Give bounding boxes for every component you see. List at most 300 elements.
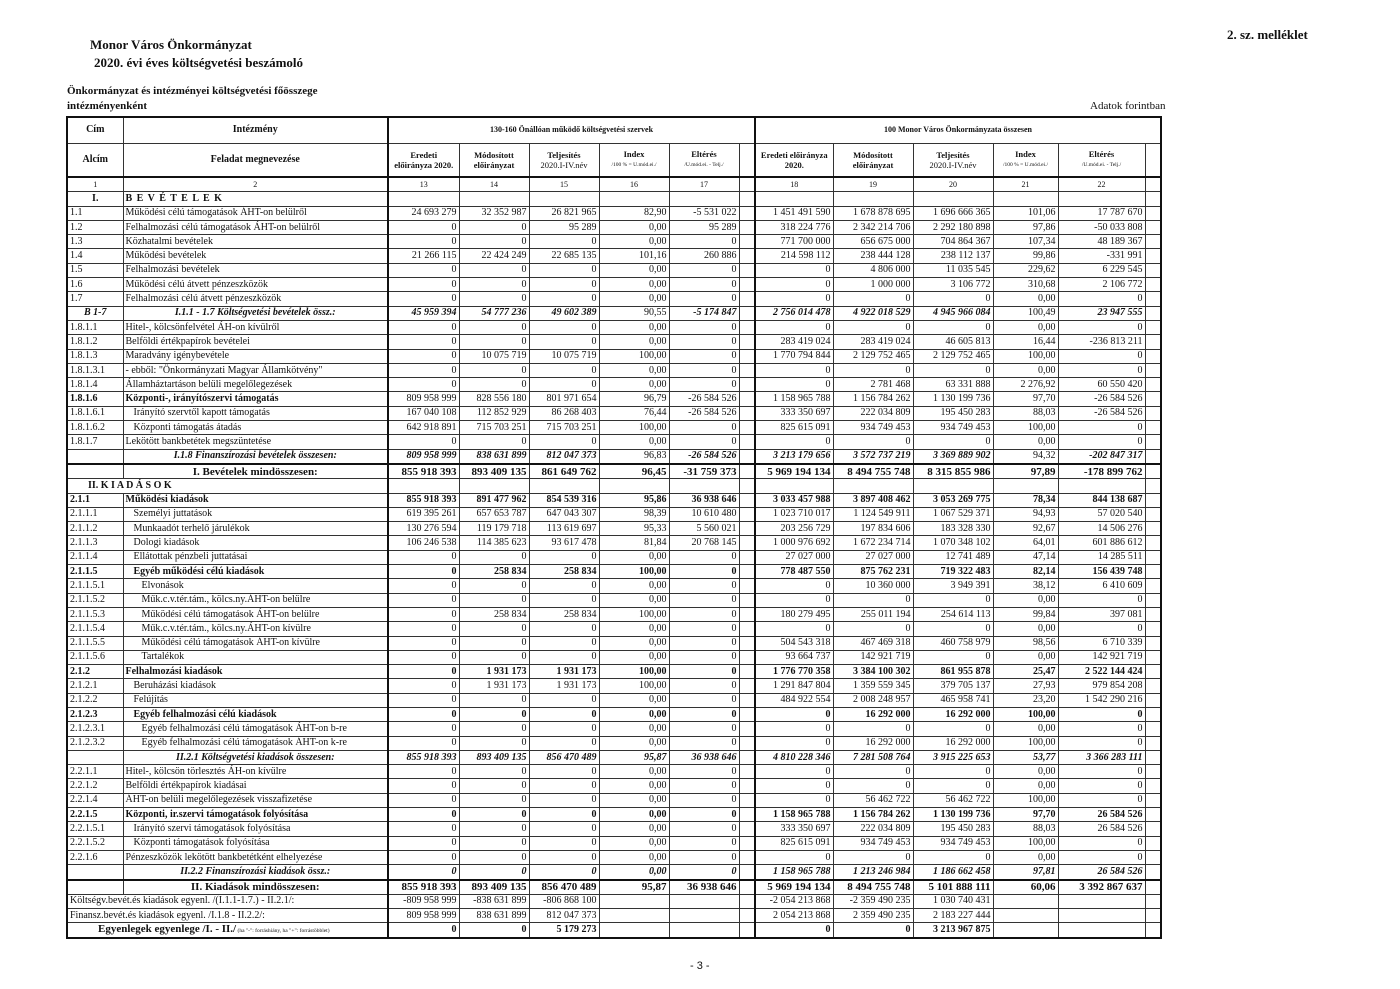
spacer-cell bbox=[739, 464, 755, 479]
value-cell-col-20 bbox=[913, 192, 993, 206]
value-cell-col-21: 0,00 bbox=[993, 779, 1058, 793]
value-cell-col-20: 1 030 740 431 bbox=[913, 894, 993, 908]
table-row bbox=[67, 349, 1161, 363]
row-label: Működési kiadások bbox=[123, 493, 388, 507]
row-code: 2.1.1.3 bbox=[67, 536, 123, 550]
row-code: 1.7 bbox=[67, 292, 123, 306]
row-code: 2.1.2 bbox=[67, 665, 123, 679]
value-cell-col-16: 0,00 bbox=[599, 235, 669, 249]
column-title: Eredeti előirányza bbox=[760, 149, 828, 160]
value-cell-col-19 bbox=[833, 479, 913, 493]
value-cell-col-17: 0 bbox=[669, 292, 739, 306]
value-cell-col-16: 96,79 bbox=[599, 392, 669, 406]
value-cell-col-13: 0 bbox=[388, 736, 459, 750]
value-cell-col-21: 47,14 bbox=[993, 550, 1058, 564]
value-cell-col-15: 0 bbox=[529, 693, 599, 707]
spacer-cell bbox=[1145, 579, 1161, 593]
row-code: 2.2.1.1 bbox=[67, 765, 123, 779]
value-cell-col-16: 0,00 bbox=[599, 822, 669, 836]
row-label: Egyéb felhalmozási célú kiadások bbox=[123, 707, 388, 721]
table-row bbox=[67, 880, 1161, 895]
value-cell-col-22: 0 bbox=[1058, 421, 1145, 435]
value-cell-col-13: 0 bbox=[388, 808, 459, 822]
value-cell-col-18: 1 158 965 788 bbox=[755, 865, 833, 880]
value-cell-col-21: 100,00 bbox=[993, 707, 1058, 721]
spacer-cell bbox=[739, 507, 755, 521]
value-cell-col-18: 0 bbox=[755, 722, 833, 736]
column-number: 17 bbox=[669, 177, 739, 192]
value-cell-col-13: 0 bbox=[388, 722, 459, 736]
value-cell-col-17: 0 bbox=[669, 349, 739, 363]
spacer-cell bbox=[739, 421, 755, 435]
value-cell-col-17: 0 bbox=[669, 679, 739, 693]
row-label: Központi, ir.szervi támogatások folyósítása bbox=[123, 808, 388, 822]
value-cell-col-19: 2 008 248 957 bbox=[833, 693, 913, 707]
value-cell-col-20: 0 bbox=[913, 765, 993, 779]
value-cell-col-13: 0 bbox=[388, 607, 459, 621]
row-label: B E V É T E L E K bbox=[123, 192, 388, 206]
value-cell-col-20: 460 758 979 bbox=[913, 636, 993, 650]
value-cell-col-13 bbox=[388, 479, 459, 493]
value-cell-col-15: 95 289 bbox=[529, 220, 599, 234]
spacer-cell bbox=[739, 750, 755, 764]
value-cell-col-15: 0 bbox=[529, 263, 599, 277]
row-code: B 1-7 bbox=[67, 306, 123, 320]
value-cell-col-21: 78,34 bbox=[993, 493, 1058, 507]
value-cell-col-21: 101,06 bbox=[993, 206, 1058, 220]
spacer-cell bbox=[1145, 177, 1161, 192]
value-cell-col-17 bbox=[669, 923, 739, 939]
balance-label-text: Költségv.bevét.és kiadások egyenl. /(I.1.1-1.7.) - II.2.1/: bbox=[70, 895, 295, 907]
value-cell-col-18: 5 969 194 134 bbox=[755, 880, 833, 895]
value-cell-col-19: 934 749 453 bbox=[833, 421, 913, 435]
spacer-cell bbox=[1145, 836, 1161, 850]
spacer-cell bbox=[739, 679, 755, 693]
spacer-cell bbox=[1145, 220, 1161, 234]
value-cell-col-22: 26 584 526 bbox=[1058, 865, 1145, 880]
header-g1-col-2 bbox=[459, 143, 529, 177]
header-feladat: Feladat megnevezése bbox=[123, 143, 388, 177]
table-row bbox=[67, 435, 1161, 449]
value-cell-col-15: 0 bbox=[529, 550, 599, 564]
header-intezmeny: Intézmény bbox=[123, 117, 388, 143]
value-cell-col-19: 0 bbox=[833, 923, 913, 939]
value-cell-col-13: 0 bbox=[388, 779, 459, 793]
value-cell-col-21: 94,32 bbox=[993, 449, 1058, 464]
value-cell-col-20: 1 696 666 365 bbox=[913, 206, 993, 220]
value-cell-col-17: 36 938 646 bbox=[669, 493, 739, 507]
value-cell-col-22: 17 787 670 bbox=[1058, 206, 1145, 220]
value-cell-col-22: 0 bbox=[1058, 707, 1145, 721]
value-cell-col-14: 0 bbox=[459, 793, 529, 807]
value-cell-col-21: 27,93 bbox=[993, 679, 1058, 693]
value-cell-col-13: 0 bbox=[388, 335, 459, 349]
row-label: Irányító szervi támogatások folyósítása bbox=[123, 822, 388, 836]
row-label: I.1.8 Finanszírozási bevételek összesen: bbox=[123, 449, 388, 464]
value-cell-col-15: 801 971 654 bbox=[529, 392, 599, 406]
value-cell-col-22: -50 033 808 bbox=[1058, 220, 1145, 234]
value-cell-col-15: 0 bbox=[529, 765, 599, 779]
value-cell-col-14 bbox=[459, 192, 529, 206]
row-label: Munkaadót terhelő járulékok bbox=[123, 522, 388, 536]
table-row bbox=[67, 235, 1161, 249]
value-cell-col-21: 100,00 bbox=[993, 836, 1058, 850]
spacer-cell bbox=[739, 406, 755, 420]
value-cell-col-19: 255 011 194 bbox=[833, 607, 913, 621]
value-cell-col-21: 99,84 bbox=[993, 607, 1058, 621]
row-label: Irányító szervtől kapott támogatás bbox=[123, 406, 388, 420]
value-cell-col-21: 310,68 bbox=[993, 278, 1058, 292]
header-row-1 bbox=[67, 117, 1161, 143]
value-cell-col-19: 0 bbox=[833, 622, 913, 636]
spacer-cell bbox=[739, 220, 755, 234]
row-code: 1.2 bbox=[67, 220, 123, 234]
value-cell-col-15: 0 bbox=[529, 292, 599, 306]
value-cell-col-20: 8 315 855 986 bbox=[913, 464, 993, 479]
spacer-cell bbox=[739, 836, 755, 850]
value-cell-col-19: 142 921 719 bbox=[833, 650, 913, 664]
row-label: Dologi kiadások bbox=[123, 536, 388, 550]
spacer-cell bbox=[1145, 822, 1161, 836]
row-label: II.2.1 Költségvetési kiadások összesen: bbox=[123, 750, 388, 764]
value-cell-col-20: 3 213 967 875 bbox=[913, 923, 993, 939]
value-cell-col-15: 0 bbox=[529, 278, 599, 292]
table-row bbox=[67, 636, 1161, 650]
value-cell-col-14: 1 931 173 bbox=[459, 679, 529, 693]
value-cell-col-17: 5 560 021 bbox=[669, 522, 739, 536]
value-cell-col-21: 0,00 bbox=[993, 650, 1058, 664]
row-label: II. K I A D Á S O K bbox=[67, 479, 388, 493]
value-cell-col-13: 0 bbox=[388, 923, 459, 939]
value-cell-col-18: 0 bbox=[755, 278, 833, 292]
table-row bbox=[67, 765, 1161, 779]
value-cell-col-22: 3 366 283 111 bbox=[1058, 750, 1145, 764]
spacer-cell bbox=[1145, 550, 1161, 564]
spacer-cell bbox=[739, 765, 755, 779]
value-cell-col-13: 809 958 999 bbox=[388, 909, 459, 923]
value-cell-col-15: 647 043 307 bbox=[529, 507, 599, 521]
value-cell-col-21: 97,86 bbox=[993, 220, 1058, 234]
value-cell-col-21: 92,67 bbox=[993, 522, 1058, 536]
value-cell-col-21 bbox=[993, 894, 1058, 908]
value-cell-col-16: 95,87 bbox=[599, 750, 669, 764]
value-cell-col-19: 1 124 549 911 bbox=[833, 507, 913, 521]
value-cell-col-13: 0 bbox=[388, 292, 459, 306]
table-row bbox=[67, 292, 1161, 306]
value-cell-col-14: 0 bbox=[459, 579, 529, 593]
spacer-cell bbox=[1145, 143, 1161, 177]
value-cell-col-22: 57 020 540 bbox=[1058, 507, 1145, 521]
table-row bbox=[67, 665, 1161, 679]
value-cell-col-14: 10 075 719 bbox=[459, 349, 529, 363]
value-cell-col-14: 0 bbox=[459, 263, 529, 277]
value-cell-col-14: 0 bbox=[459, 220, 529, 234]
table-row bbox=[67, 693, 1161, 707]
value-cell-col-13: 0 bbox=[388, 579, 459, 593]
table-row bbox=[67, 306, 1161, 320]
spacer-cell bbox=[739, 235, 755, 249]
header-g1-col-4 bbox=[599, 143, 669, 177]
table-row bbox=[67, 607, 1161, 621]
value-cell-col-19: 2 359 490 235 bbox=[833, 909, 913, 923]
value-cell-col-15: 0 bbox=[529, 593, 599, 607]
column-title: Módosított bbox=[853, 149, 893, 160]
value-cell-col-20: 719 322 483 bbox=[913, 565, 993, 579]
value-cell-col-21: 97,70 bbox=[993, 808, 1058, 822]
value-cell-col-21: 100,00 bbox=[993, 793, 1058, 807]
value-cell-col-19: 0 bbox=[833, 292, 913, 306]
spacer-cell bbox=[739, 249, 755, 263]
value-cell-col-19: 10 360 000 bbox=[833, 579, 913, 593]
value-cell-col-21: 25,47 bbox=[993, 665, 1058, 679]
value-cell-col-13: 0 bbox=[388, 565, 459, 579]
spacer-cell bbox=[1145, 479, 1161, 493]
spacer-cell bbox=[1145, 880, 1161, 895]
spacer-cell bbox=[739, 335, 755, 349]
value-cell-col-16: 0,00 bbox=[599, 736, 669, 750]
row-code: 1.4 bbox=[67, 249, 123, 263]
value-cell-col-16 bbox=[599, 192, 669, 206]
value-cell-col-19: 934 749 453 bbox=[833, 836, 913, 850]
value-cell-col-16: 100,00 bbox=[599, 565, 669, 579]
value-cell-col-16: 0,00 bbox=[599, 793, 669, 807]
table-row bbox=[67, 679, 1161, 693]
value-cell-col-20: 0 bbox=[913, 593, 993, 607]
value-cell-col-21: 0,00 bbox=[993, 722, 1058, 736]
value-cell-col-17: 0 bbox=[669, 865, 739, 880]
value-cell-col-14: 0 bbox=[459, 292, 529, 306]
row-code: I. bbox=[67, 192, 123, 206]
balance-row bbox=[67, 909, 1161, 923]
row-code: 2.1.1.1 bbox=[67, 507, 123, 521]
table-row bbox=[67, 206, 1161, 220]
row-label: Elvonások bbox=[123, 579, 388, 593]
value-cell-col-22 bbox=[1058, 923, 1145, 939]
value-cell-col-15: 22 685 135 bbox=[529, 249, 599, 263]
table-row bbox=[67, 278, 1161, 292]
row-label: Maradvány igénybevétele bbox=[123, 349, 388, 363]
value-cell-col-17: 0 bbox=[669, 736, 739, 750]
value-cell-col-14: 54 777 236 bbox=[459, 306, 529, 320]
value-cell-col-17: 10 610 480 bbox=[669, 507, 739, 521]
value-cell-col-13: 0 bbox=[388, 363, 459, 377]
spacer-cell bbox=[739, 192, 755, 206]
value-cell-col-21: 88,03 bbox=[993, 822, 1058, 836]
value-cell-col-13: 0 bbox=[388, 665, 459, 679]
spacer-cell bbox=[739, 593, 755, 607]
value-cell-col-17: 0 bbox=[669, 693, 739, 707]
value-cell-col-17: 0 bbox=[669, 363, 739, 377]
spacer-cell bbox=[739, 493, 755, 507]
value-cell-col-22: 0 bbox=[1058, 779, 1145, 793]
value-cell-col-17: 0 bbox=[669, 435, 739, 449]
value-cell-col-13: 0 bbox=[388, 320, 459, 334]
value-cell-col-16: 81,84 bbox=[599, 536, 669, 550]
table-row bbox=[67, 449, 1161, 464]
value-cell-col-18: 0 bbox=[755, 593, 833, 607]
row-label: Lekötött bankbetétek megszüntetése bbox=[123, 435, 388, 449]
value-cell-col-17: 0 bbox=[669, 822, 739, 836]
spacer-cell bbox=[739, 306, 755, 320]
value-cell-col-16: 98,39 bbox=[599, 507, 669, 521]
column-number bbox=[739, 177, 755, 192]
value-cell-col-17: 0 bbox=[669, 607, 739, 621]
spacer-cell bbox=[1145, 306, 1161, 320]
value-cell-col-17: 0 bbox=[669, 378, 739, 392]
value-cell-col-21: 16,44 bbox=[993, 335, 1058, 349]
value-cell-col-14: 258 834 bbox=[459, 565, 529, 579]
value-cell-col-21: 64,01 bbox=[993, 536, 1058, 550]
row-label: Beruházási kiadások bbox=[123, 679, 388, 693]
value-cell-col-14: 893 409 135 bbox=[459, 750, 529, 764]
spacer-cell bbox=[739, 349, 755, 363]
column-title: Módosított bbox=[474, 149, 514, 160]
value-cell-col-19 bbox=[833, 192, 913, 206]
value-cell-col-14: 0 bbox=[459, 693, 529, 707]
value-cell-col-18: -2 054 213 868 bbox=[755, 894, 833, 908]
value-cell-col-15: 113 619 697 bbox=[529, 522, 599, 536]
spacer-cell bbox=[739, 707, 755, 721]
column-number: 15 bbox=[529, 177, 599, 192]
value-cell-col-21: 100,49 bbox=[993, 306, 1058, 320]
column-subtitle: /U.mód.ei. - Telj./ bbox=[684, 161, 724, 168]
value-cell-col-14: 0 bbox=[459, 435, 529, 449]
spacer-cell bbox=[739, 278, 755, 292]
value-cell-col-13: 0 bbox=[388, 850, 459, 864]
value-cell-col-14: 0 bbox=[459, 278, 529, 292]
spacer-cell bbox=[1145, 522, 1161, 536]
row-label: Tartalékok bbox=[123, 650, 388, 664]
column-number: 19 bbox=[833, 177, 913, 192]
spacer-cell bbox=[1145, 923, 1161, 939]
value-cell-col-22: 156 439 748 bbox=[1058, 565, 1145, 579]
report-title: 2020. évi éves költségvetési beszámoló bbox=[94, 55, 304, 70]
value-cell-col-16: 0,00 bbox=[599, 278, 669, 292]
row-label: Hitel-, kölcsönfelvétel ÁH-on kívülről bbox=[123, 320, 388, 334]
value-cell-col-17: 0 bbox=[669, 278, 739, 292]
spacer-cell bbox=[739, 808, 755, 822]
value-cell-col-13: 0 bbox=[388, 636, 459, 650]
row-code: 2.1.1.5.5 bbox=[67, 636, 123, 650]
page-number: - 3 - bbox=[690, 960, 710, 972]
value-cell-col-16 bbox=[599, 923, 669, 939]
organization-name: Monor Város Önkormányzat bbox=[90, 37, 252, 52]
header-alcim: Alcím bbox=[67, 143, 123, 177]
spacer-cell bbox=[1145, 320, 1161, 334]
spacer-cell bbox=[1145, 235, 1161, 249]
table-row bbox=[67, 220, 1161, 234]
row-code: 2.1.1.4 bbox=[67, 550, 123, 564]
value-cell-col-13: 809 958 999 bbox=[388, 449, 459, 464]
row-code: 2.2.1.4 bbox=[67, 793, 123, 807]
value-cell-col-14: 1 931 173 bbox=[459, 665, 529, 679]
value-cell-col-16 bbox=[599, 894, 669, 908]
column-subtitle: 2020.I-IV.név bbox=[540, 159, 588, 170]
value-cell-col-13: 130 276 594 bbox=[388, 522, 459, 536]
spacer-cell bbox=[1145, 464, 1161, 479]
value-cell-col-13: 0 bbox=[388, 550, 459, 564]
value-cell-col-19: 222 034 809 bbox=[833, 406, 913, 420]
value-cell-col-18: 1 770 794 844 bbox=[755, 349, 833, 363]
value-cell-col-13: 21 266 115 bbox=[388, 249, 459, 263]
value-cell-col-21: 0,00 bbox=[993, 593, 1058, 607]
spacer-cell bbox=[739, 693, 755, 707]
spacer-cell bbox=[1145, 363, 1161, 377]
value-cell-col-19: 2 129 752 465 bbox=[833, 349, 913, 363]
value-cell-col-15: 0 bbox=[529, 435, 599, 449]
value-cell-col-13: 0 bbox=[388, 836, 459, 850]
value-cell-col-20: 934 749 453 bbox=[913, 836, 993, 850]
value-cell-col-14: 0 bbox=[459, 636, 529, 650]
value-cell-col-14: 0 bbox=[459, 865, 529, 880]
spacer-cell bbox=[739, 636, 755, 650]
value-cell-col-14: 0 bbox=[459, 650, 529, 664]
value-cell-col-21: 2 276,92 bbox=[993, 378, 1058, 392]
spacer-cell bbox=[1145, 249, 1161, 263]
value-cell-col-22 bbox=[1058, 192, 1145, 206]
row-code: 1.3 bbox=[67, 235, 123, 249]
row-label: ÁHT-on belüli megelőlegezések visszafizetése bbox=[123, 793, 388, 807]
value-cell-col-18: 1 291 847 804 bbox=[755, 679, 833, 693]
value-cell-col-18: 4 810 228 346 bbox=[755, 750, 833, 764]
value-cell-col-22: 0 bbox=[1058, 765, 1145, 779]
column-subtitle: /U.mód.ei. - Telj./ bbox=[1081, 161, 1122, 168]
spacer-cell bbox=[739, 822, 755, 836]
value-cell-col-20: 4 945 966 084 bbox=[913, 306, 993, 320]
value-cell-col-20: 0 bbox=[913, 779, 993, 793]
spacer-cell bbox=[1145, 449, 1161, 464]
spacer-cell bbox=[1145, 750, 1161, 764]
value-cell-col-21 bbox=[993, 909, 1058, 923]
value-cell-col-18: 1 776 770 358 bbox=[755, 665, 833, 679]
table-row bbox=[67, 507, 1161, 521]
value-cell-col-21: 0,00 bbox=[993, 435, 1058, 449]
spacer-cell bbox=[1145, 765, 1161, 779]
value-cell-col-16: 100,00 bbox=[599, 421, 669, 435]
value-cell-col-20: 704 864 367 bbox=[913, 235, 993, 249]
value-cell-col-14: 893 409 135 bbox=[459, 880, 529, 895]
column-number: 21 bbox=[993, 177, 1058, 192]
value-cell-col-21: 82,14 bbox=[993, 565, 1058, 579]
spacer-cell bbox=[739, 363, 755, 377]
value-cell-col-18: 2 756 014 478 bbox=[755, 306, 833, 320]
value-cell-col-20: 1 130 199 736 bbox=[913, 392, 993, 406]
value-cell-col-18: 1 158 965 788 bbox=[755, 392, 833, 406]
spacer-cell bbox=[739, 263, 755, 277]
value-cell-col-21: 100,00 bbox=[993, 736, 1058, 750]
spacer-cell bbox=[1145, 894, 1161, 908]
spacer-cell bbox=[739, 722, 755, 736]
value-cell-col-20: 2 292 180 898 bbox=[913, 220, 993, 234]
column-number: 18 bbox=[755, 177, 833, 192]
value-cell-col-15: 0 bbox=[529, 736, 599, 750]
column-number: 20 bbox=[913, 177, 993, 192]
value-cell-col-14: 114 385 623 bbox=[459, 536, 529, 550]
value-cell-col-14 bbox=[459, 479, 529, 493]
spacer-cell bbox=[739, 865, 755, 880]
value-cell-col-18: 771 700 000 bbox=[755, 235, 833, 249]
value-cell-col-21: 23,20 bbox=[993, 693, 1058, 707]
header-g2-col-4 bbox=[993, 143, 1058, 177]
value-cell-col-19: 3 572 737 219 bbox=[833, 449, 913, 464]
spacer-cell bbox=[739, 793, 755, 807]
spacer-cell bbox=[1145, 607, 1161, 621]
row-code: 2.1.1.5.3 bbox=[67, 607, 123, 621]
value-cell-col-22: 6 710 339 bbox=[1058, 636, 1145, 650]
value-cell-col-18: 333 350 697 bbox=[755, 822, 833, 836]
value-cell-col-22 bbox=[1058, 909, 1145, 923]
value-cell-col-21: 0,00 bbox=[993, 622, 1058, 636]
